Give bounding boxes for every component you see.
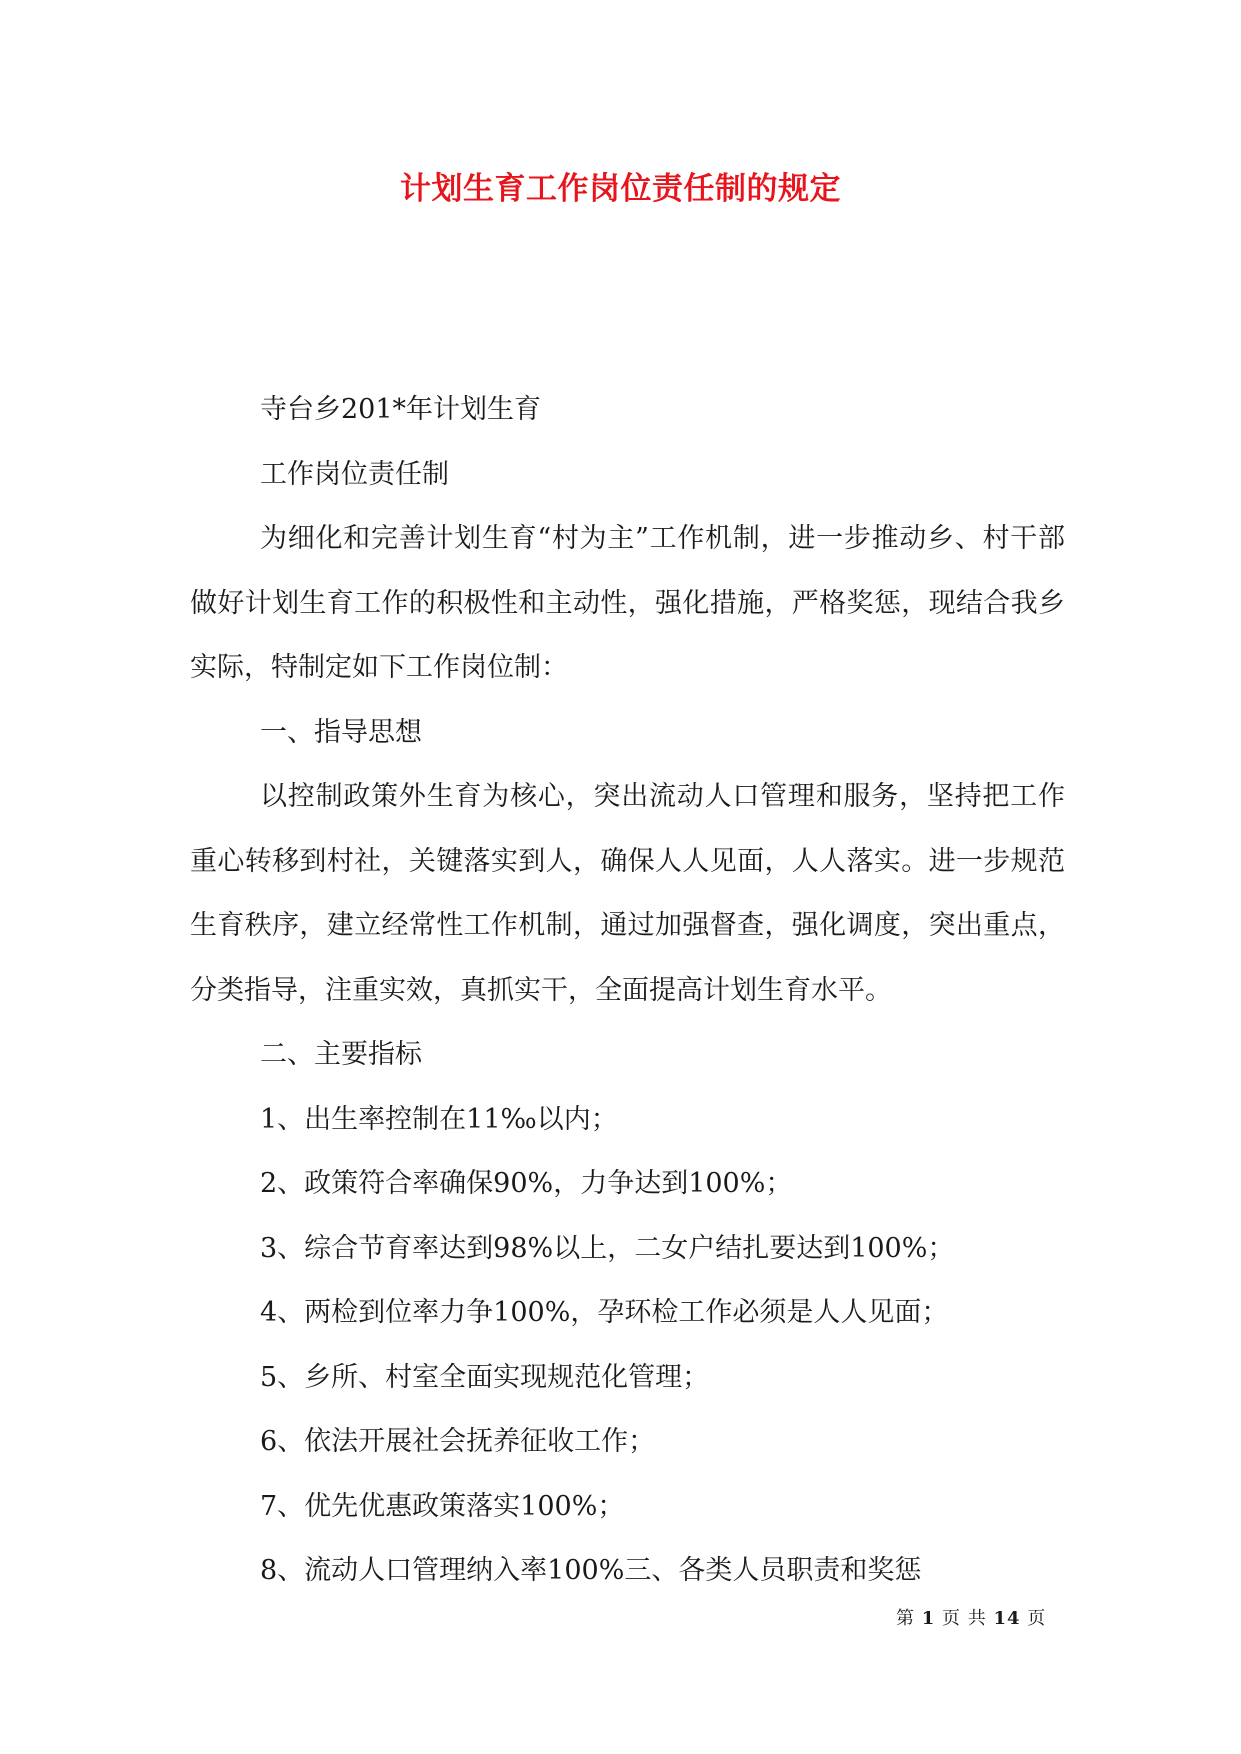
list-item: 4、两检到位率力争100%，孕环检工作必须是人人见面； <box>260 1297 949 1328</box>
paragraph-heading-line-2: 工作岗位责任制 <box>260 458 449 490</box>
list-item: 1、出生率控制在11‰以内； <box>260 1103 618 1135</box>
footer-prefix: 第 <box>896 1608 915 1629</box>
footer-current-page: 1 <box>921 1608 936 1629</box>
section-heading-main-indicators: 二、主要指标 <box>260 1039 422 1070</box>
footer-middle: 页 共 <box>942 1608 987 1629</box>
list-item: 7、优先优惠政策落实100%； <box>260 1490 625 1522</box>
document-title: 计划生育工作岗位责任制的规定 <box>400 171 841 207</box>
list-item: 5、乡所、村室全面实现规范化管理； <box>260 1361 710 1393</box>
paragraph-heading-line-1: 寺台乡201*年计划生育 <box>260 394 542 425</box>
footer-total-pages: 14 <box>993 1608 1021 1629</box>
list-item: 2、政策符合率确保90%，力争达到100%； <box>260 1168 793 1199</box>
paragraph-intro: 为细化和完善计划生育“村为主”工作机制，进一步推动乡、村干部做好计划生育工作的积极性和主动性，强化措施，严格奖惩，现结合我乡实际，特制定如下工作岗位制： <box>190 523 1065 683</box>
page-number-footer <box>896 1604 1046 1630</box>
list-item: 3、综合节育率达到98%以上，二女户结扎要达到100%； <box>260 1232 955 1264</box>
list-item: 6、依法开展社会抚养征收工作； <box>260 1426 656 1457</box>
document-body <box>190 378 1065 1604</box>
section-heading-guiding-thought: 一、指导思想 <box>260 716 422 748</box>
list-item: 8、流动人口管理纳入率100%三、各类人员职责和奖惩 <box>260 1555 922 1586</box>
footer-suffix: 页 <box>1027 1608 1047 1629</box>
paragraph-guiding-thought: 以控制政策外生育为核心，突出流动人口管理和服务，坚持把工作重心转移到村社，关键落实到人，确保人人见面，人人落实。进一步规范生育秩序，建立经常性工作机制，通过加强督查，强化调度，突出重点，分类指导，注重实效，真抓实干，全面提高计划生育水平。 <box>190 781 1065 1006</box>
